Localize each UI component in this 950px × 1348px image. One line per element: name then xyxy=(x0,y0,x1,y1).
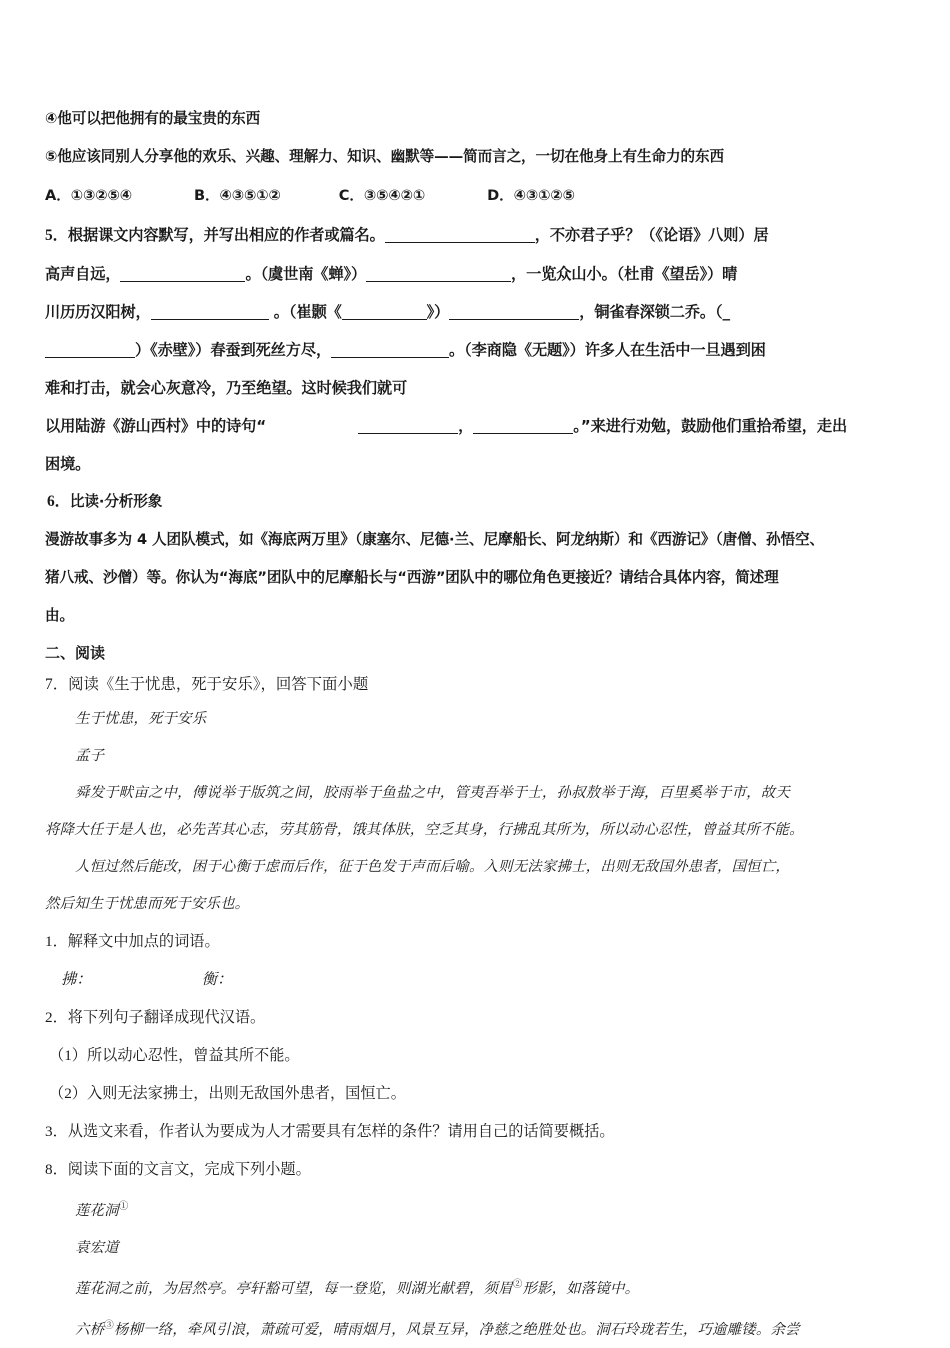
question-6-body-line-2: 猪八戒、沙僧）等。你认为“海底”团队中的尼摩船长与“西游”团队中的哪位角色更接近？请结合具体内容，简述理 xyxy=(45,569,779,586)
section-heading-reading: 二、阅读 xyxy=(45,644,106,662)
question-5-line-7: 困境。 xyxy=(45,455,91,473)
question-7-sub-1-number: 1． xyxy=(45,933,68,950)
question-7-stem: 阅读《生于忧患，死于安乐》，回答下面小题 xyxy=(68,676,369,693)
question-8-para2 xyxy=(45,1308,905,1348)
question-5-line6-mid: ， xyxy=(458,417,474,435)
question-6-body-line-3: 由。 xyxy=(45,607,74,624)
question-7-stem-row xyxy=(45,669,905,701)
option-a-text: ①③②⑤④ xyxy=(70,187,132,204)
question-7-para1-line2: 将降大任于是人也，必先苦其心志，劳其筋骨，饿其体肤，空乏其身，行拂乱其所为，所以动心忍性，曾益其所不能。 xyxy=(45,822,804,838)
question-8-para1-a: 莲花洞之前，为居然亭。亭轩豁可望，每一登览，则湖光献碧，须眉 xyxy=(75,1280,513,1297)
question-5-line-1 xyxy=(45,216,905,255)
answer-blank-4[interactable] xyxy=(151,304,269,320)
question-5-number: 5． xyxy=(45,227,68,244)
question-7-sub-2-text: 将下列句子翻译成现代汉语。 xyxy=(67,1009,266,1026)
option-d-text: ④③①②⑤ xyxy=(513,187,575,204)
question-5-line6-end: 。”来进行劝勉，鼓励他们重拾希望，走出 xyxy=(573,417,848,435)
options-row xyxy=(45,176,905,216)
option-a-label: A． xyxy=(45,187,71,204)
footnote-marker-1: ① xyxy=(118,1202,129,1212)
question-8-passage-title: 莲花洞 xyxy=(75,1202,119,1219)
question-7-sub-2-row xyxy=(45,999,905,1037)
question-5-line-4 xyxy=(45,331,905,369)
question-7-para2-line1: 人恒过然后能改，困于心衡于虑而后作，征于色发于声而后喻。入则无法家拂士，出则无敌国外患者，国恒亡， xyxy=(75,859,790,875)
footnote-marker-3: ③ xyxy=(104,1320,114,1331)
question-5-line-5: 难和打击，就会心灰意冷，乃至绝望。这时候我们就可 xyxy=(45,379,408,397)
question-5-line-6 xyxy=(45,407,905,445)
answer-blank-9[interactable] xyxy=(358,418,458,434)
answer-blank-2[interactable] xyxy=(120,266,245,282)
question-7-sub-3-row xyxy=(45,1113,905,1151)
question-5-line-3 xyxy=(45,293,905,331)
question-5-line3-end: ，铜雀春深锁二乔。（_ xyxy=(579,303,731,321)
question-8-para2-b: 杨柳一络，牵风引浪，萧疏可爱，晴雨烟月，风景互异，净慈之绝胜处也。洞石玲珑若生，巧逾雕镂。余尝 xyxy=(113,1321,800,1338)
option-c-text: ③⑤④②① xyxy=(363,187,426,204)
answer-blank-10[interactable] xyxy=(473,418,573,434)
question-8-stem-row xyxy=(45,1151,905,1189)
answer-blank-3[interactable] xyxy=(366,266,511,282)
option-c[interactable] xyxy=(339,187,430,204)
question-7-para2-line2: 然后知生于忧患而死于安乐也。 xyxy=(45,896,250,912)
question-7-sub-1-row xyxy=(45,923,905,961)
question-5-line-2 xyxy=(45,255,905,293)
option-b[interactable] xyxy=(194,187,286,204)
question-7-sub-2-item-2: （2）入则无法家拂士，出则无敌国外患者，国恒亡。 xyxy=(49,1085,406,1102)
answer-blank-5[interactable] xyxy=(342,304,427,320)
question-5-line2-mid: 。（虞世南《蝉》） xyxy=(245,265,367,283)
question-6-body-line-1: 漫游故事多为 4 人团队模式，如《海底两万里》（康塞尔、尼德·兰、尼摩船长、阿龙纳斯）和《西游记》（唐僧、孙悟空、 xyxy=(45,531,825,548)
question-8-number: 8． xyxy=(45,1161,68,1178)
answer-blank-1[interactable] xyxy=(385,227,535,243)
question-7-para1-line1: 舜发于畎亩之中，傅说举于版筑之间，胶雨举于鱼盐之中，管夷吾举于士，孙叔敖举于海，百里奚举于市，故天 xyxy=(75,785,790,801)
question-8-para1 xyxy=(45,1267,905,1308)
question-5-line4-start: ）《赤壁》）春蚕到死丝方尽， xyxy=(135,341,332,359)
question-7-sub-2-number: 2． xyxy=(45,1009,68,1026)
option-c-label: C． xyxy=(338,187,364,204)
question-8-para1-b: 形影，如落镜中。 xyxy=(522,1280,640,1297)
option-d[interactable] xyxy=(487,187,575,204)
question-8-passage-title-row xyxy=(45,1189,905,1230)
question-8-stem: 阅读下面的文言文，完成下列小题。 xyxy=(67,1161,311,1178)
answer-blank-8[interactable] xyxy=(331,342,449,358)
question-7-sub-3-number: 3． xyxy=(45,1123,68,1140)
question-5-line3-mid2: 》） xyxy=(426,303,450,321)
word-gloss-2-label: 衡： xyxy=(201,971,233,988)
question-5-line6-start: 以用陆游《游山西村》中的诗句“ xyxy=(45,417,267,435)
question-7-passage-author: 孟子 xyxy=(75,748,105,764)
answer-blank-7[interactable] xyxy=(45,342,135,358)
question-5-line3-mid: 。（崔颢《 xyxy=(268,303,342,321)
sentence-item-4: ④他可以把他拥有的最宝贵的东西 xyxy=(45,110,261,127)
question-5-stem: 根据课文内容默写，并写出相应的作者或篇名。 xyxy=(67,226,385,244)
question-7-passage-title: 生于忧患，死于安乐 xyxy=(75,711,207,727)
question-7-sub-2-item-1: （1）所以动心忍性，曾益其所不能。 xyxy=(49,1047,300,1064)
question-5-seg-a: ，不亦君子乎？（《论语》八则）居 xyxy=(534,226,769,244)
question-5-line2-start: 高声自远， xyxy=(45,265,121,283)
answer-blank-6[interactable] xyxy=(449,304,579,320)
question-5-line2-end: ，一览众山小。（杜甫《望岳》）晴 xyxy=(511,265,738,283)
question-8-passage-author: 袁宏道 xyxy=(75,1239,119,1256)
word-gloss-1-label: 拂： xyxy=(61,971,92,988)
question-8-para2-a: 六桥 xyxy=(75,1321,105,1338)
question-7-sub-1-text: 解释文中加点的词语。 xyxy=(67,933,220,950)
sentence-item-5: ⑤他应该同别人分享他的欢乐、兴趣、理解力、知识、幽默等——简而言之，一切在他身上有生命力的东西 xyxy=(45,148,724,165)
option-d-label: D． xyxy=(487,187,514,204)
question-5-line3-start: 川历历汉阳树， xyxy=(45,303,151,321)
option-b-label: B． xyxy=(193,187,220,204)
question-5-line4-mid: 。（李商隐《无题》）许多人在生活中一旦遇到困 xyxy=(449,341,766,359)
question-6-number: 6． xyxy=(47,493,70,510)
question-7-sub-1-answer-row xyxy=(45,961,905,999)
question-7-sub-3-text: 从选文来看，作者认为要成为人才需要具有怎样的条件？请用自己的话简要概括。 xyxy=(67,1123,615,1140)
option-b-text: ④③⑤①② xyxy=(219,187,281,204)
option-a[interactable] xyxy=(45,187,137,204)
footnote-marker-2: ② xyxy=(512,1279,523,1290)
question-6-title: 比读·分析形象 xyxy=(69,493,163,510)
question-7-number: 7． xyxy=(45,676,69,693)
question-6-title-row xyxy=(45,483,905,521)
